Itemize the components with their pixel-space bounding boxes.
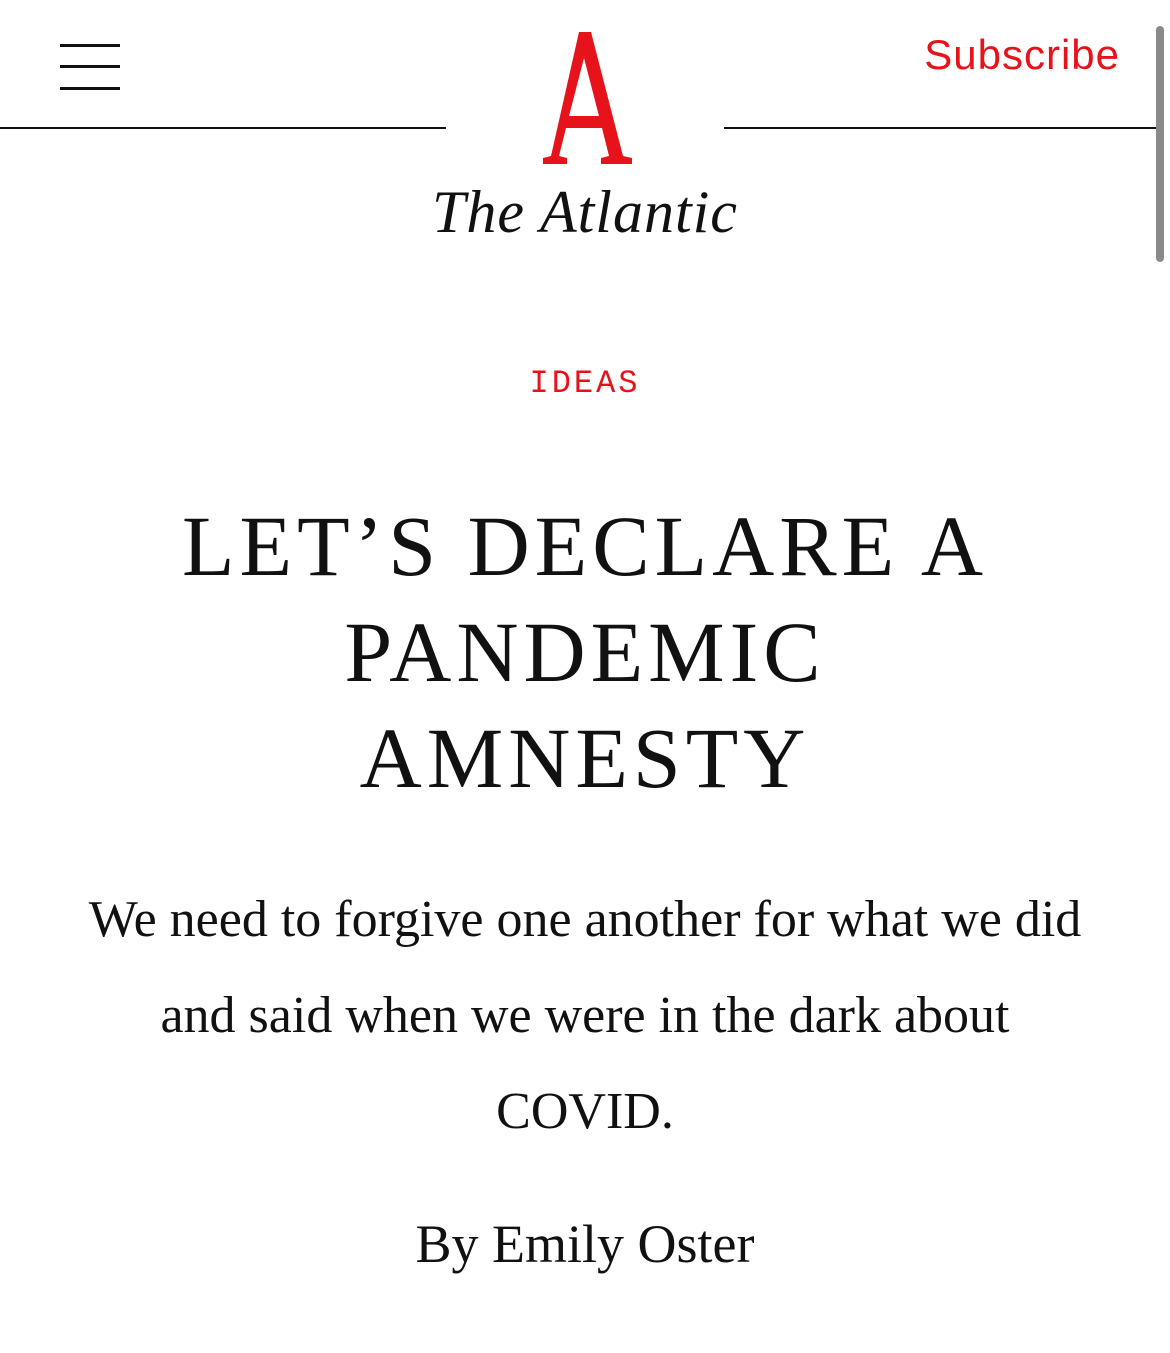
- hamburger-menu-icon[interactable]: [60, 44, 120, 90]
- subscribe-button[interactable]: Subscribe: [924, 31, 1120, 78]
- site-wordmark[interactable]: The Atlantic: [432, 179, 738, 245]
- logo-a-shape: [543, 32, 632, 164]
- article-dek: We need to forgive one another for what we did and said when we were in the dark about COVID.: [88, 891, 1082, 1140]
- atlantic-a-logo-icon: [535, 30, 635, 168]
- menu-bar-line: [60, 44, 120, 47]
- section-label[interactable]: IDEAS: [529, 365, 641, 402]
- byline-prefix: By: [415, 1214, 479, 1274]
- headline-line: LET’S DECLARE A: [182, 498, 988, 594]
- atlantic-logo-a[interactable]: [535, 30, 635, 168]
- menu-bar-line: [60, 87, 120, 90]
- article-headline: [60, 493, 1110, 811]
- headline-line: PANDEMIC: [344, 604, 826, 700]
- header-divider-right: [724, 127, 1160, 129]
- author-link[interactable]: Emily Oster: [492, 1214, 755, 1274]
- headline-line: AMNESTY: [359, 710, 811, 806]
- header-divider-left: [0, 127, 446, 129]
- byline: [0, 1212, 1170, 1277]
- scrollbar[interactable]: [1156, 26, 1164, 262]
- menu-bar-line: [60, 65, 120, 68]
